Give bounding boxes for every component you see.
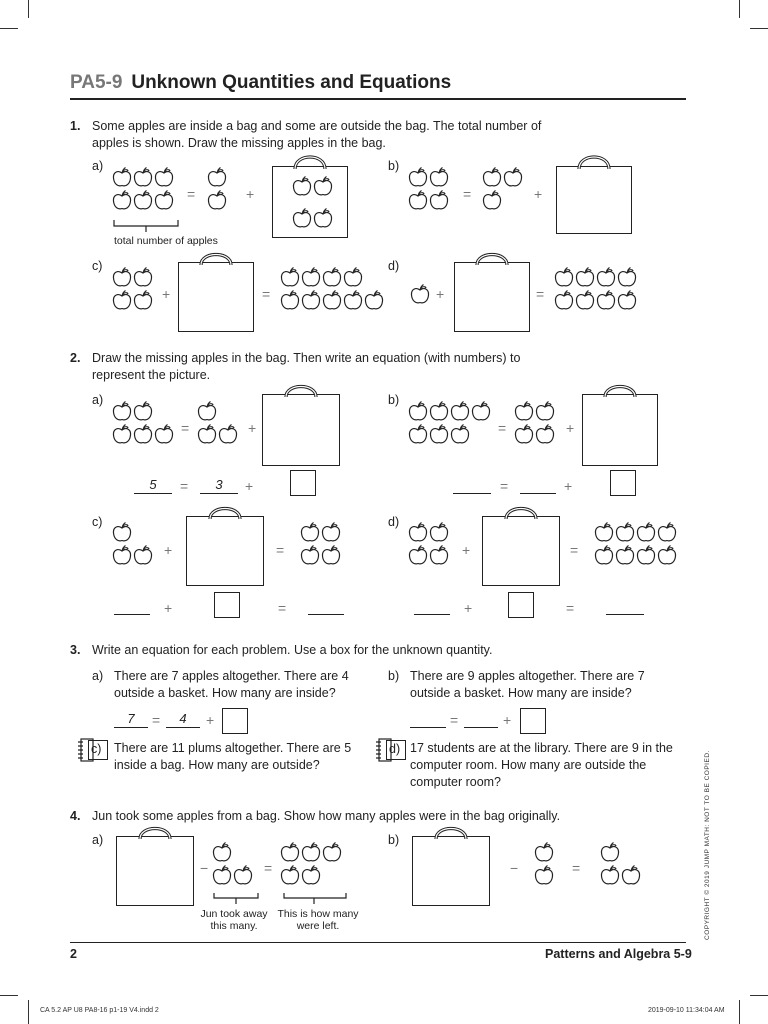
bag-handle-icon: [600, 382, 640, 398]
left-bracket: [282, 892, 350, 906]
q4b-label: b): [388, 833, 400, 847]
unknown-box[interactable]: [214, 592, 240, 618]
plus-sign: +: [464, 600, 473, 616]
apple-icon: [280, 289, 300, 311]
apple-icon: [429, 521, 449, 543]
apple-icon: [621, 864, 641, 886]
apple-icon: [280, 841, 300, 863]
bag-handle-icon: [205, 504, 245, 520]
apple-icon: [408, 544, 428, 566]
apple-icon: [657, 521, 677, 543]
apple-icon: [300, 544, 320, 566]
bag-body: [116, 836, 194, 906]
apple-icon: [112, 289, 132, 311]
apple-icon: [280, 266, 300, 288]
apple-icon: [636, 521, 656, 543]
crop-mark-bottom-left: [28, 1000, 29, 1024]
answer-blank[interactable]: [520, 477, 556, 494]
apple-icon: [301, 841, 321, 863]
unknown-box[interactable]: [520, 708, 546, 734]
apple-icon: [534, 864, 554, 886]
q2d-label: d): [388, 515, 400, 529]
lesson-code: PA5-9: [70, 72, 123, 93]
plus-sign: +: [462, 542, 471, 558]
timestamp-slug: 2019-09-10 11:34:04 AM: [648, 1007, 725, 1014]
apple-icon: [408, 166, 428, 188]
crop-mark-top-right: [739, 0, 740, 18]
unknown-box[interactable]: [508, 592, 534, 618]
q3d-label: d): [389, 742, 401, 756]
plus-sign: +: [164, 600, 173, 616]
equals-sign: =: [276, 542, 285, 558]
apple-icon: [575, 266, 595, 288]
page-number: 2: [70, 947, 77, 961]
bag-handle-icon: [431, 824, 471, 840]
apple-group: [112, 400, 175, 446]
bag: [186, 504, 264, 586]
apple-group: [600, 841, 642, 887]
apple-icon: [429, 544, 449, 566]
apple-icon: [600, 841, 620, 863]
apples-in-bag: [292, 175, 334, 198]
apple-icon: [322, 266, 342, 288]
equals-sign: =: [450, 712, 459, 728]
apple-icon: [429, 189, 449, 211]
bag: [262, 382, 340, 466]
apple-icon: [322, 841, 342, 863]
q3c-label: c): [91, 742, 102, 756]
apple-icon: [600, 864, 620, 886]
plus-sign: +: [245, 478, 254, 494]
answer-blank[interactable]: [464, 711, 498, 728]
apple-group: [280, 266, 385, 312]
q1d-label: d): [388, 259, 400, 273]
minus-sign: −: [200, 860, 209, 876]
bag-body: [582, 394, 658, 466]
bag-body: [482, 516, 560, 586]
q3-number: 3.: [70, 643, 81, 657]
equals-sign: =: [262, 286, 271, 302]
apple-group: [534, 841, 555, 887]
crop-mark-top-left-h: [0, 28, 18, 29]
equals-sign: =: [463, 186, 472, 202]
bag-body: [412, 836, 490, 906]
apple-group: [554, 266, 638, 312]
apple-icon: [301, 864, 321, 886]
apple-icon: [471, 400, 491, 422]
apple-icon: [535, 400, 555, 422]
answer-blank[interactable]: [308, 598, 344, 615]
apple-group: [594, 521, 678, 567]
apple-icon: [207, 189, 227, 211]
equals-sign: =: [498, 420, 507, 436]
minus-sign: −: [510, 860, 519, 876]
apple-icon: [301, 289, 321, 311]
apple-icon: [133, 289, 153, 311]
apple-group: [482, 166, 524, 212]
unknown-box[interactable]: [290, 470, 316, 496]
equals-sign: =: [180, 478, 189, 494]
equals-sign: =: [278, 600, 287, 616]
plus-sign: +: [534, 186, 543, 202]
apple-icon: [594, 521, 614, 543]
apple-icon: [575, 289, 595, 311]
apple-icon: [154, 166, 174, 188]
q1-number: 1.: [70, 119, 81, 133]
bag: [116, 824, 194, 906]
crop-mark-bottom-left-h: [0, 995, 18, 996]
apple-icon: [301, 266, 321, 288]
bag-handle-icon: [281, 382, 321, 398]
apple-icon: [212, 864, 232, 886]
answer-blank[interactable]: [606, 598, 644, 615]
apple-icon: [343, 289, 363, 311]
plus-sign: +: [436, 286, 445, 302]
apple-icon: [534, 841, 554, 863]
apple-icon: [503, 166, 523, 188]
plus-sign: +: [162, 286, 171, 302]
equals-sign: =: [566, 600, 575, 616]
equals-sign: =: [500, 478, 509, 494]
equals-sign: =: [264, 860, 273, 876]
apple-icon: [133, 266, 153, 288]
apple-icon: [450, 423, 470, 445]
apple-icon: [233, 864, 253, 886]
apple-group: [112, 266, 154, 312]
total-bracket: [112, 218, 184, 234]
equals-sign: =: [181, 420, 190, 436]
apple-icon: [112, 189, 132, 211]
bag-body: [454, 262, 530, 332]
left-over-label: This is how many were left.: [277, 908, 359, 932]
bag: [412, 824, 490, 906]
apple-icon: [313, 207, 333, 229]
q2a-label: a): [92, 393, 104, 407]
apple-icon: [133, 544, 153, 566]
crop-mark-top-right-h: [750, 28, 768, 29]
apple-icon: [408, 521, 428, 543]
apple-group: [408, 521, 450, 567]
equals-sign: =: [570, 542, 579, 558]
q1b-label: b): [388, 159, 400, 173]
apple-icon: [596, 289, 616, 311]
apple-icon: [292, 207, 312, 229]
apple-icon: [408, 189, 428, 211]
copyright-notice: COPYRIGHT © 2019 JUMP MATH: NOT TO BE COPIED.: [704, 750, 711, 940]
footer-rule: [70, 942, 686, 943]
unknown-box[interactable]: [222, 708, 248, 734]
apple-icon: [133, 400, 153, 422]
apple-icon: [321, 521, 341, 543]
q1-instructions: Some apples are inside a bag and some are outside the bag. The total number of apples is shown. Draw the missing apples in the bag.: [92, 119, 542, 150]
apple-group: [280, 841, 343, 887]
equals-sign: =: [572, 860, 581, 876]
apple-icon: [197, 423, 217, 445]
apple-icon: [410, 283, 430, 305]
answer-blank[interactable]: 7: [114, 711, 148, 728]
apple-group: [212, 841, 254, 887]
bag-handle-icon: [472, 250, 512, 266]
plus-sign: +: [246, 186, 255, 202]
apple-icon: [343, 266, 363, 288]
apple-icon: [617, 266, 637, 288]
apple-icon: [313, 175, 333, 197]
q3-instructions: Write an equation for each problem. Use a box for the unknown quantity.: [92, 643, 493, 657]
apple-icon: [154, 423, 174, 445]
answer-blank[interactable]: 4: [166, 711, 200, 728]
apple-icon: [554, 266, 574, 288]
apple-icon: [112, 400, 132, 422]
bag-handle-icon: [196, 250, 236, 266]
equals-sign: =: [187, 186, 196, 202]
q3b-problem: There are 9 apples altogether. There are 7 outside a basket. How many are inside?: [410, 669, 645, 700]
apple-icon: [554, 289, 574, 311]
answer-blank[interactable]: [410, 711, 446, 728]
crop-mark-top-left: [28, 0, 29, 18]
apple-icon: [197, 400, 217, 422]
bag: [178, 250, 254, 332]
apple-icon: [112, 266, 132, 288]
apple-group: [514, 400, 556, 446]
bag: [582, 382, 658, 466]
bag-body: [178, 262, 254, 332]
bag-body: [186, 516, 264, 586]
apple-icon: [429, 423, 449, 445]
q2c-label: c): [92, 515, 103, 529]
apple-icon: [615, 521, 635, 543]
plus-sign: +: [164, 542, 173, 558]
apple-icon: [615, 544, 635, 566]
q3a-problem: There are 7 apples altogether. There are 4 outside a basket. How many are inside?: [114, 669, 349, 700]
title-rule: [70, 98, 686, 100]
apple-icon: [280, 864, 300, 886]
took-bracket: [212, 892, 262, 906]
apple-icon: [514, 400, 534, 422]
apple-icon: [292, 175, 312, 197]
plus-sign: +: [248, 420, 257, 436]
file-slug: CA 5.2 AP U8 PA8-16 p1-19 V4.indd 2: [40, 1007, 159, 1014]
apple-icon: [482, 189, 502, 211]
equals-sign: =: [536, 286, 545, 302]
apple-icon: [514, 423, 534, 445]
apple-icon: [482, 166, 502, 188]
apple-group: [112, 166, 175, 212]
apple-icon: [212, 841, 232, 863]
apple-icon: [408, 400, 428, 422]
apple-group: [207, 166, 228, 212]
q4-number: 4.: [70, 809, 81, 823]
q3c-problem: There are 11 plums altogether. There are 5 inside a bag. How many are outside?: [114, 741, 352, 772]
apple-icon: [133, 166, 153, 188]
apple-icon: [112, 166, 132, 188]
apple-icon: [429, 166, 449, 188]
took-away-label: Jun took away this many.: [200, 908, 268, 932]
apple-icon: [207, 166, 227, 188]
apple-icon: [408, 423, 428, 445]
answer-blank[interactable]: [453, 477, 491, 494]
crop-mark-bottom-right: [739, 1000, 740, 1024]
q4-instructions: Jun took some apples from a bag. Show how many apples were in the bag originally.: [92, 809, 561, 823]
apple-icon: [594, 544, 614, 566]
apple-icon: [112, 423, 132, 445]
bag-handle-icon: [135, 824, 175, 840]
answer-blank[interactable]: [114, 598, 150, 615]
apple-icon: [218, 423, 238, 445]
q2-number: 2.: [70, 351, 81, 365]
plus-sign: +: [206, 712, 215, 728]
bag-body: [262, 394, 340, 466]
apple-group: [112, 521, 154, 567]
apple-icon: [657, 544, 677, 566]
q3d-problem: 17 students are at the library. There are 9 in the computer room. How many are outside the computer room?: [410, 741, 673, 789]
answer-blank[interactable]: 5: [134, 477, 172, 494]
apple-group: [410, 283, 431, 306]
apple-icon: [133, 189, 153, 211]
plus-sign: +: [503, 712, 512, 728]
answer-blank[interactable]: [414, 598, 450, 615]
crop-mark-bottom-right-h: [750, 995, 768, 996]
q4a-label: a): [92, 833, 104, 847]
lesson-title: Unknown Quantities and Equations: [131, 72, 452, 93]
apple-icon: [321, 544, 341, 566]
plus-sign: +: [566, 420, 575, 436]
apple-icon: [636, 544, 656, 566]
answer-blank[interactable]: 3: [200, 477, 238, 494]
equals-sign: =: [152, 712, 161, 728]
bag-body: [556, 166, 632, 234]
apple-group: [408, 400, 492, 446]
q3a-label: a): [92, 669, 104, 683]
q3b-label: b): [388, 669, 400, 683]
plus-sign: +: [564, 478, 573, 494]
apple-group: [300, 521, 342, 567]
apple-icon: [112, 521, 132, 543]
page-title: [70, 72, 451, 94]
bag-handle-icon: [501, 504, 541, 520]
unknown-box[interactable]: [610, 470, 636, 496]
apple-icon: [364, 289, 384, 311]
q1a-label: a): [92, 159, 104, 173]
apple-group: [197, 400, 239, 446]
section-title: Patterns and Algebra 5-9: [545, 947, 692, 961]
apple-icon: [429, 400, 449, 422]
bag: [454, 250, 530, 332]
apples-in-bag: [292, 207, 334, 230]
apple-icon: [535, 423, 555, 445]
bag-handle-icon: [290, 152, 330, 170]
apple-group: [408, 166, 450, 212]
apple-icon: [617, 289, 637, 311]
apple-icon: [133, 423, 153, 445]
apple-icon: [154, 189, 174, 211]
q1c-label: c): [92, 259, 103, 273]
apple-icon: [322, 289, 342, 311]
apple-icon: [450, 400, 470, 422]
apple-icon: [596, 266, 616, 288]
bag: [482, 504, 560, 586]
total-label: total number of apples: [114, 235, 218, 247]
apple-icon: [112, 544, 132, 566]
apple-icon: [300, 521, 320, 543]
bag: [556, 152, 632, 234]
q2-instructions: Draw the missing apples in the bag. Then write an equation (with numbers) to represent the picture.: [92, 351, 521, 382]
bag-handle-icon: [574, 152, 614, 170]
q2b-label: b): [388, 393, 400, 407]
